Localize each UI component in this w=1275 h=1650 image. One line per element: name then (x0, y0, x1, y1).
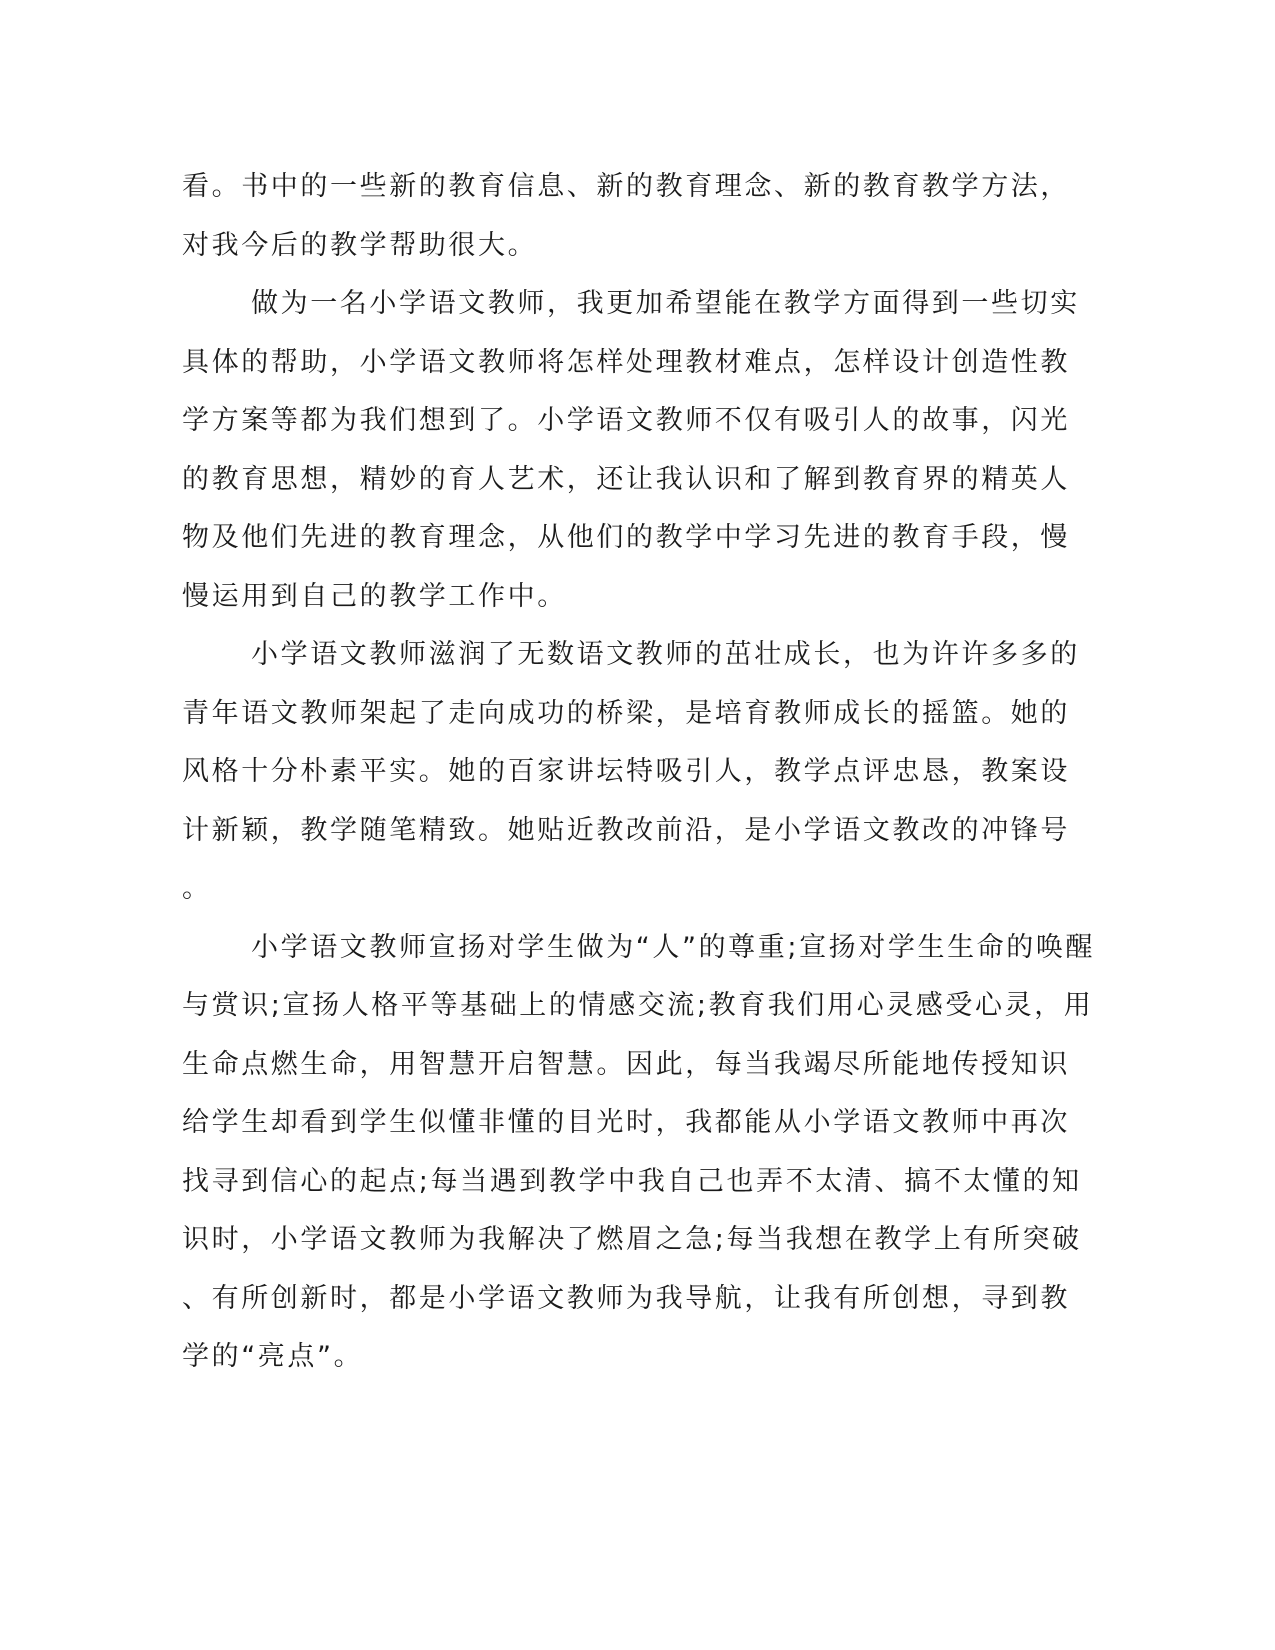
text-line: 计新颖，教学随笔精致。她贴近教改前沿，是小学语文教改的冲锋号 (182, 814, 1070, 846)
text-line: 学的“亮点”。 (182, 1341, 364, 1372)
text-line: 慢运用到自己的教学工作中。 (182, 580, 567, 612)
paragraph-first-line: 小学语文教师滋润了无数语文教师的茁壮成长，也为许许多多的 (251, 639, 1080, 670)
text-line: 找寻到信心的起点;每当遇到教学中我自己也弄不太清、搞不太懂的知 (182, 1165, 1082, 1197)
text-line: 具体的帮助，小学语文教师将怎样处理教材难点，怎样设计创造性教 (182, 346, 1070, 378)
text-line: 识时，小学语文教师为我解决了燃眉之急;每当我想在教学上有所突破 (182, 1224, 1082, 1255)
text-line: 与赏识;宣扬人格平等基础上的情感交流;教育我们用心灵感受心灵，用 (182, 990, 1094, 1021)
text-line: 给学生却看到学生似懂非懂的目光时，我都能从小学语文教师中再次 (182, 1107, 1070, 1138)
text-line: 风格十分朴素平实。她的百家讲坛特吸引人，教学点评忠恳，教案设 (182, 756, 1070, 787)
text-line: 物及他们先进的教育理念，从他们的教学中学习先进的教育手段，慢 (182, 522, 1070, 553)
text-line: 。 (182, 873, 212, 904)
text-line: 、有所创新时，都是小学语文教师为我导航，让我有所创想，寻到教 (182, 1282, 1070, 1314)
text-line: 的教育思想，精妙的育人艺术，还让我认识和了解到教育界的精英人 (182, 463, 1070, 495)
paragraph-first-line: 做为一名小学语文教师，我更加希望能在教学方面得到一些切实 (251, 288, 1080, 319)
text-line: 对我今后的教学帮助很大。 (182, 229, 538, 261)
text-line: 青年语文教师架起了走向成功的桥梁，是培育教师成长的摇篮。她的 (182, 697, 1070, 729)
text-line: 学方案等都为我们想到了。小学语文教师不仅有吸引人的故事，闪光 (182, 405, 1070, 436)
paragraph-first-line: 小学语文教师宣扬对学生做为“人”的尊重;宣扬对学生生命的唤醒 (251, 931, 1096, 963)
text-line: 生命点燃生命，用智慧开启智慧。因此，每当我竭尽所能地传授知识 (182, 1048, 1070, 1080)
body-text (182, 158, 1096, 1387)
text-line: 看。书中的一些新的教育信息、新的教育理念、新的教育教学方法， (182, 171, 1070, 202)
